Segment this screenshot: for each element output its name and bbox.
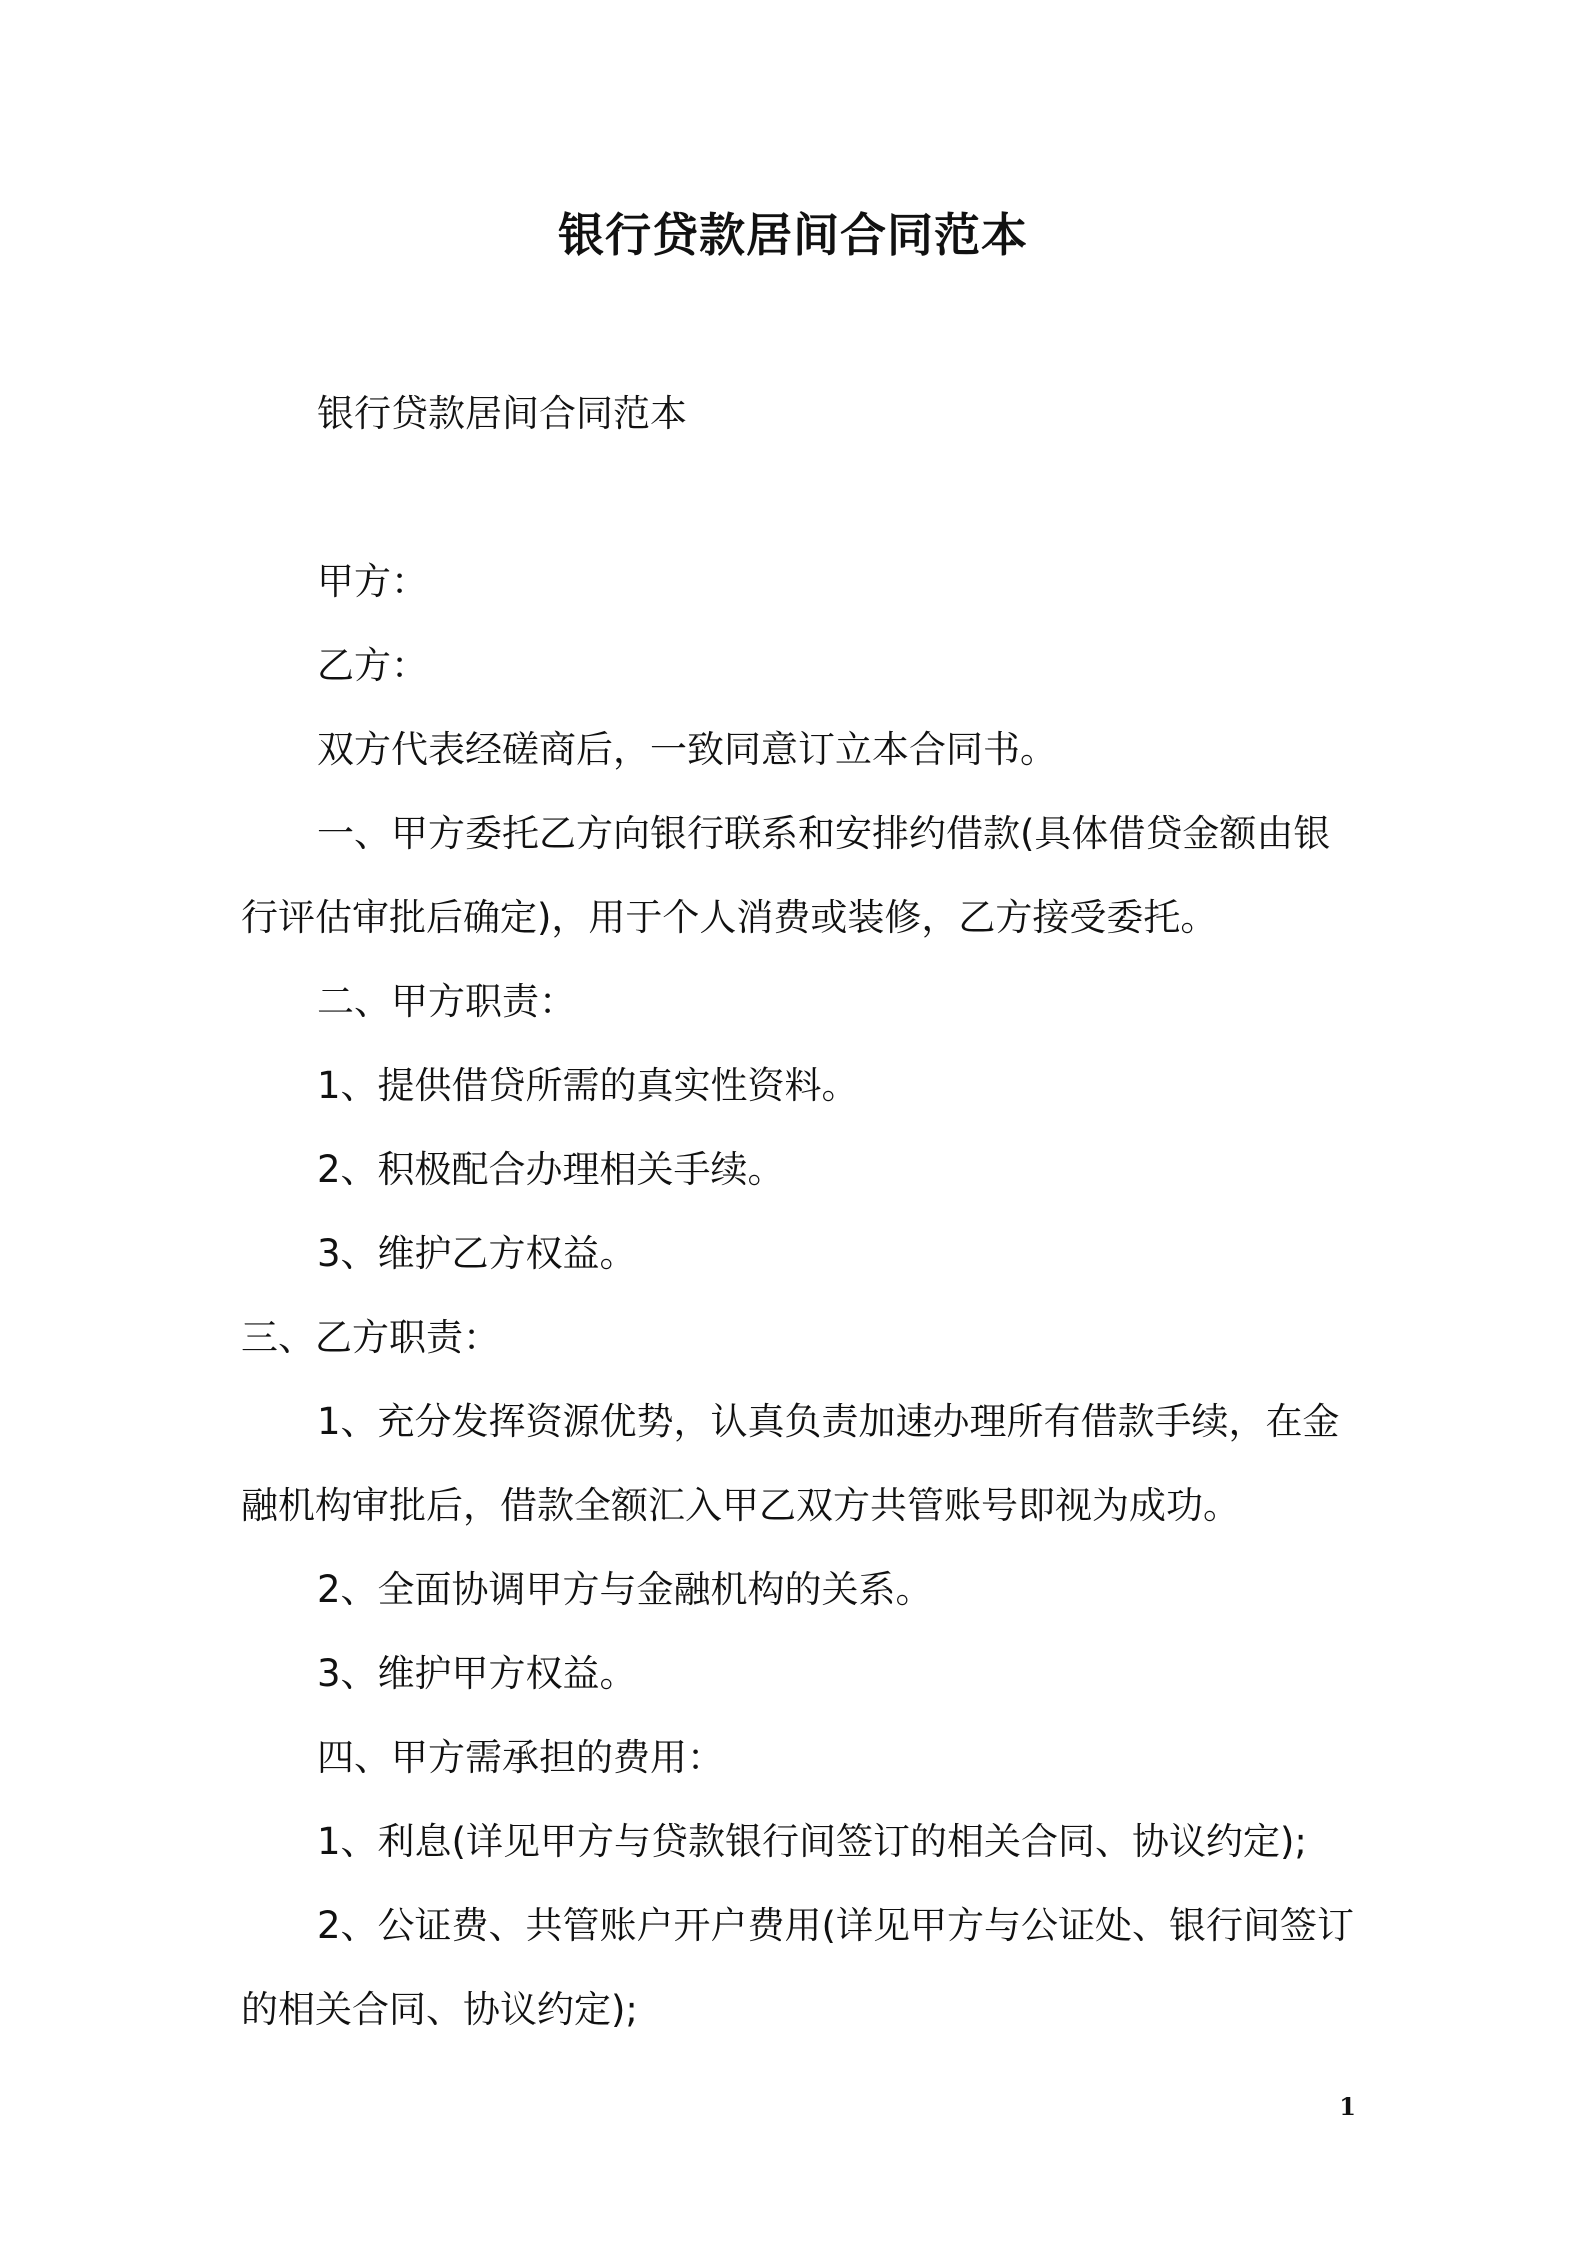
document-title: 银行贷款居间合同范本 [558, 208, 1028, 262]
blank-line [241, 456, 1361, 540]
section-4-item: 1、利息(详见甲方与贷款银行间签订的相关合同、协议约定); [317, 1820, 1307, 1863]
party-b-line: 乙方： [317, 644, 428, 687]
section-3-item: 3、维护甲方权益。 [317, 1652, 637, 1695]
section-3-heading: 三、乙方职责： [241, 1316, 500, 1359]
section-3-item: 2、全面协调甲方与金融机构的关系。 [317, 1568, 933, 1611]
section-2-item: 2、积极配合办理相关手续。 [317, 1148, 785, 1191]
party-a-line: 甲方： [317, 560, 428, 603]
section-3-item: 1、充分发挥资源优势，认真负责加速办理所有借款手续，在金融机构审批后，借款全额汇入甲乙双方共管账号即视为成功。 [241, 1400, 1340, 1527]
subtitle-paragraph: 银行贷款居间合同范本 [317, 392, 687, 435]
section-2-item: 3、维护乙方权益。 [317, 1232, 637, 1275]
clause-1-paragraph: 一、甲方委托乙方向银行联系和安排约借款(具体借贷金额由银行评估审批后确定)，用于个人消费或装修，乙方接受委托。 [241, 812, 1331, 939]
page-number: 1 [1339, 2092, 1356, 2121]
intro-paragraph: 双方代表经磋商后，一致同意订立本合同书。 [317, 728, 1057, 771]
section-2-item: 1、提供借贷所需的真实性资料。 [317, 1064, 859, 1107]
section-4-item: 2、公证费、共管账户开户费用(详见甲方与公证处、银行间签订的相关合同、协议约定); [241, 1904, 1354, 2031]
section-2-heading: 二、甲方职责： [317, 980, 576, 1023]
document-body [241, 372, 1361, 2052]
section-4-heading: 四、甲方需承担的费用： [317, 1736, 724, 1779]
